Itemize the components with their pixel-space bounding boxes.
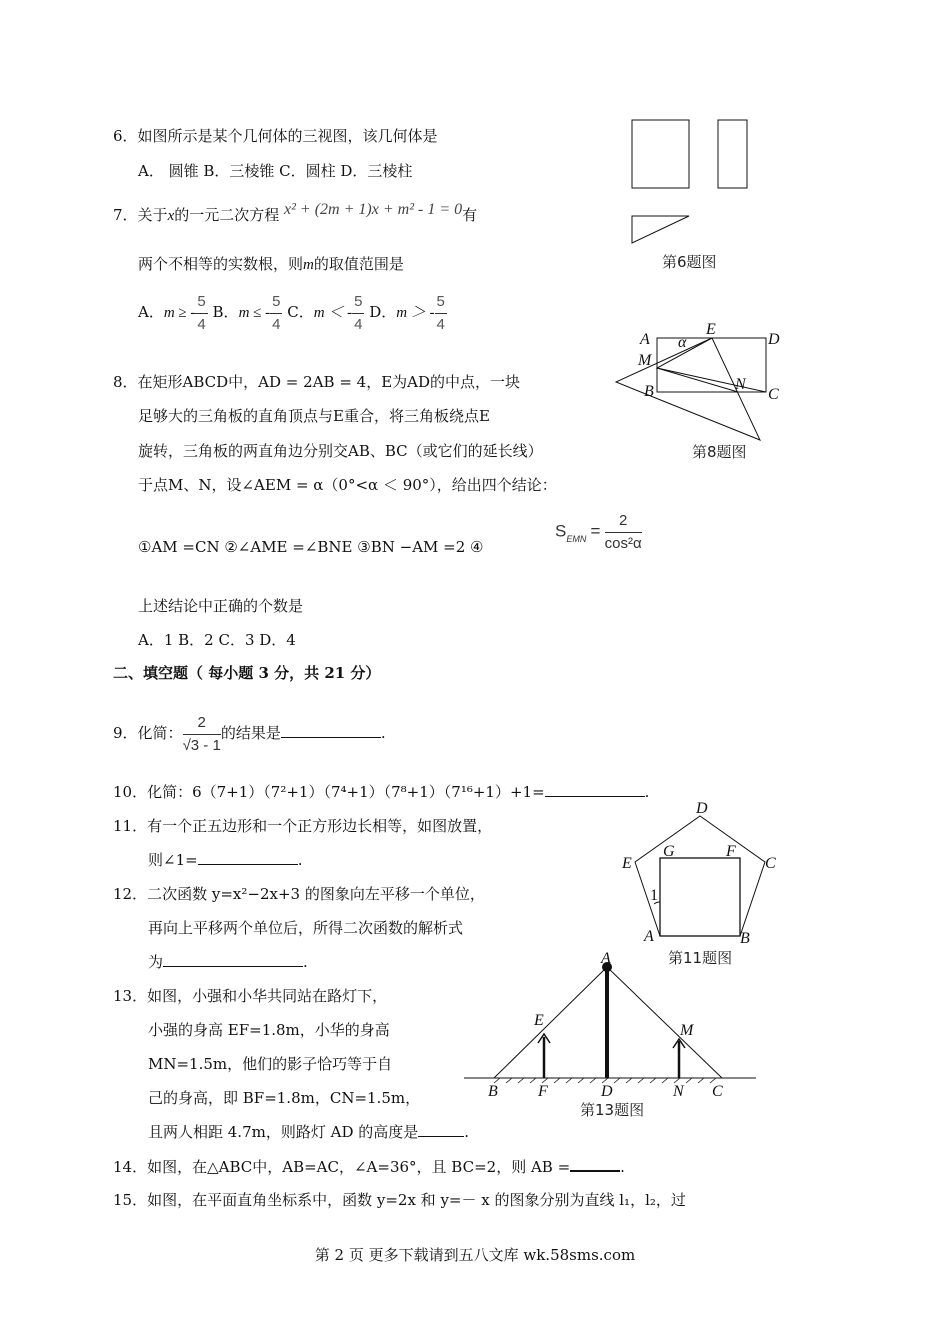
q10-answer-blank[interactable]	[545, 782, 645, 797]
q15-number: 15．	[113, 1191, 148, 1209]
q11-end: .	[297, 851, 303, 869]
q7-opt-a-rel: m ≥ -	[163, 305, 196, 321]
q14-text: 如图，在△ABC中，AB=AC，∠A=36°，且 BC=2，则 AB =	[147, 1158, 571, 1176]
page-footer: 第 2 页 更多下载请到五八文库 wk.58sms.com	[314, 1246, 636, 1264]
q6-caption: 第6题图	[662, 253, 717, 271]
q6-options: A． 圆锥 B．三棱锥 C．圆柱 D．三棱柱	[138, 162, 413, 180]
label-alpha: α	[678, 334, 687, 351]
label-B: B	[644, 383, 654, 400]
label-E: E	[534, 1012, 544, 1029]
frac-num: 5	[270, 291, 282, 314]
q7-opt-a-label: A．	[138, 303, 164, 321]
q11-pentagon-figure	[620, 800, 790, 950]
label-C: C	[712, 1083, 723, 1100]
square	[660, 858, 740, 936]
q7-opt-b-frac	[270, 291, 282, 336]
formula-sub: EMN	[566, 534, 587, 545]
q12-line3-text: 为	[148, 953, 164, 971]
q10-number: 10．	[113, 783, 148, 801]
q9-post: 的结果是	[220, 724, 281, 742]
label-M: M	[638, 352, 652, 369]
q7-var-x: x	[167, 208, 175, 224]
frac-num: 2	[183, 712, 221, 735]
q7-opt-b-label: B．	[212, 303, 239, 321]
q8-conclusions: ①AM =CN ②∠AME =∠BNE ③BN −AM =2 ④	[138, 538, 484, 556]
q14-end: .	[620, 1158, 625, 1176]
q6-number: 6．	[113, 127, 138, 145]
label-A: A	[644, 928, 654, 945]
q8-line6: 上述结论中正确的个数是	[138, 597, 304, 615]
q11-line2-text: 则∠1=	[148, 851, 198, 869]
formula-frac	[605, 510, 642, 555]
q7-line2	[138, 254, 404, 275]
q8-line2: 足够大的三角板的直角顶点与E重合，将三角板绕点E	[138, 407, 490, 425]
label-F: F	[538, 1083, 548, 1100]
q7-pre: 关于	[137, 206, 168, 224]
frac-den: √3 - 1	[182, 736, 221, 754]
q7-opt-b-rel: m ≤ -	[238, 305, 271, 321]
formula-s: S	[555, 521, 567, 541]
q9-pre: 化简：	[137, 724, 183, 742]
segment-mn	[657, 368, 738, 392]
label-A: A	[640, 331, 650, 348]
section2-title: 二、填空题（ 每小题 3 分，共 21 分）	[113, 664, 381, 682]
q14-answer-blank[interactable]	[570, 1156, 620, 1172]
label-N: N	[735, 376, 746, 393]
q8-line1	[113, 372, 520, 392]
q11-line1	[113, 816, 492, 836]
q9-end: .	[380, 724, 386, 742]
q13-caption: 第13题图	[580, 1101, 645, 1119]
q12-answer-blank[interactable]	[163, 952, 303, 967]
q7-number: 7．	[113, 206, 138, 224]
q12-line3	[148, 952, 308, 972]
label-G: G	[663, 843, 675, 860]
label-A: A	[601, 950, 611, 967]
q12-end: .	[303, 953, 308, 971]
frac-den: 4	[436, 315, 445, 333]
q13-answer-blank[interactable]	[418, 1122, 464, 1137]
q11-caption: 第11题图	[668, 949, 733, 967]
frac-num: 5	[352, 291, 364, 314]
q10-line	[113, 782, 649, 802]
label-E: E	[622, 855, 632, 872]
q13-line3: MN=1.5m，他们的影子恰巧等于自	[148, 1055, 393, 1073]
q6-three-views-figure	[630, 118, 760, 248]
q15-line	[113, 1190, 686, 1210]
q7-line1	[113, 201, 478, 226]
q14-number: 14．	[113, 1158, 148, 1176]
q7-opt-c-frac	[352, 291, 364, 336]
q12-line1	[113, 884, 485, 904]
q7-options	[138, 288, 447, 337]
q7-opt-d-label: D．	[369, 303, 397, 321]
q7-line2-b: 的取值范围是	[313, 255, 404, 273]
q13-line2: 小强的身高 EF=1.8m，小华的身高	[148, 1021, 390, 1039]
q6-text: 如图所示是某个几何体的三视图，该几何体是	[137, 127, 438, 145]
pentagon	[635, 816, 765, 936]
q9-answer-blank[interactable]	[281, 723, 381, 738]
label-D: D	[696, 800, 708, 817]
q8-line1-text: 在矩形ABCD中，AD = 2AB = 4，E为AD的中点，一块	[137, 373, 521, 391]
q13-number: 13．	[113, 987, 148, 1005]
q8-number: 8．	[113, 373, 138, 391]
q8-options: A．1 B．2 C．3 D．4	[138, 631, 296, 649]
q6-line	[113, 126, 438, 146]
q12-number: 12．	[113, 885, 148, 903]
q8-formula	[555, 510, 642, 555]
label-1: 1	[650, 887, 658, 904]
q7-post: 有	[462, 206, 478, 224]
q11-number: 11．	[113, 817, 148, 835]
q9-frac	[183, 712, 221, 757]
label-M: M	[680, 1022, 694, 1039]
label-E: E	[706, 321, 716, 338]
label-D: D	[768, 331, 780, 348]
q7-opt-c-label: C．	[287, 303, 314, 321]
q7-equation: x² + (2m + 1)x + m² - 1 = 0	[284, 201, 463, 218]
q13-line1	[113, 986, 387, 1006]
q7-opt-a-frac	[195, 291, 207, 336]
label-D: D	[601, 1083, 613, 1100]
label-B: B	[488, 1083, 498, 1100]
q15-text: 如图，在平面直角坐标系中，函数 y=2x 和 y=－ x 的图象分别为直线 l₁，l₂，过	[147, 1191, 686, 1209]
label-B: B	[740, 930, 750, 947]
q9-line	[113, 708, 386, 758]
q13-end: .	[464, 1123, 470, 1141]
q11-line2	[148, 850, 302, 870]
q7-var-m: m	[303, 257, 314, 273]
formula-eq: =	[590, 521, 601, 541]
q14-line	[113, 1156, 625, 1177]
q7-opt-c-rel: m ＜ -	[313, 305, 353, 321]
q11-answer-blank[interactable]	[198, 850, 298, 865]
frac-den: 4	[354, 315, 363, 333]
side-view-rect	[718, 120, 747, 188]
top-view-triangle	[632, 216, 689, 243]
label-N: N	[673, 1083, 684, 1100]
q7-opt-d-rel: m ＞ -	[396, 305, 435, 321]
q8-line3: 旋转，三角板的两直角边分别交AB、BC（或它们的延长线）	[138, 442, 543, 460]
frac-num: 2	[605, 510, 642, 533]
q13-line4: 己的身高，即 BF=1.8m，CN=1.5m，	[148, 1089, 421, 1107]
q8-caption: 第8题图	[692, 443, 747, 461]
frac-den: 4	[197, 315, 206, 333]
q7-line2-a: 两个不相等的实数根，则	[138, 255, 304, 273]
label-F: F	[726, 843, 736, 860]
q8-line4: 于点M、N，设∠AEM = α（0°<α ＜ 90°），给出四个结论：	[138, 476, 557, 494]
frac-num: 5	[195, 291, 207, 314]
light-ray-right	[607, 967, 722, 1078]
label-C: C	[765, 855, 776, 872]
q13-line5	[148, 1122, 469, 1142]
q13-line5-text: 且两人相距 4.7m，则路灯 AD 的高度是	[148, 1123, 419, 1141]
q12-line1-text: 二次函数 y=x²−2x+3 的图象向左平移一个单位，	[147, 885, 485, 903]
q13-streetlamp-figure	[460, 945, 760, 1105]
q13-line1-text: 如图，小强和小华共同站在路灯下，	[147, 987, 388, 1005]
frac-num: 5	[435, 291, 447, 314]
q12-line2: 再向上平移两个单位后，所得二次函数的解析式	[148, 919, 464, 937]
q9-number: 9．	[113, 724, 138, 742]
q10-text: 化简：6（7+1）（7²+1）（7⁴+1）（7⁸+1）（7¹⁶+1）+1=	[147, 783, 545, 801]
frac-den: cos²α	[604, 535, 642, 552]
q11-line1-text: 有一个正五边形和一个正方形边长相等，如图放置，	[147, 817, 493, 835]
front-view-rect	[632, 120, 689, 188]
light-ray-left	[494, 967, 607, 1078]
q7-opt-d-frac	[435, 291, 447, 336]
q7-mid: 的一元二次方程	[174, 206, 280, 224]
frac-den: 4	[272, 315, 281, 333]
label-C: C	[768, 386, 779, 403]
q10-end: .	[644, 783, 650, 801]
